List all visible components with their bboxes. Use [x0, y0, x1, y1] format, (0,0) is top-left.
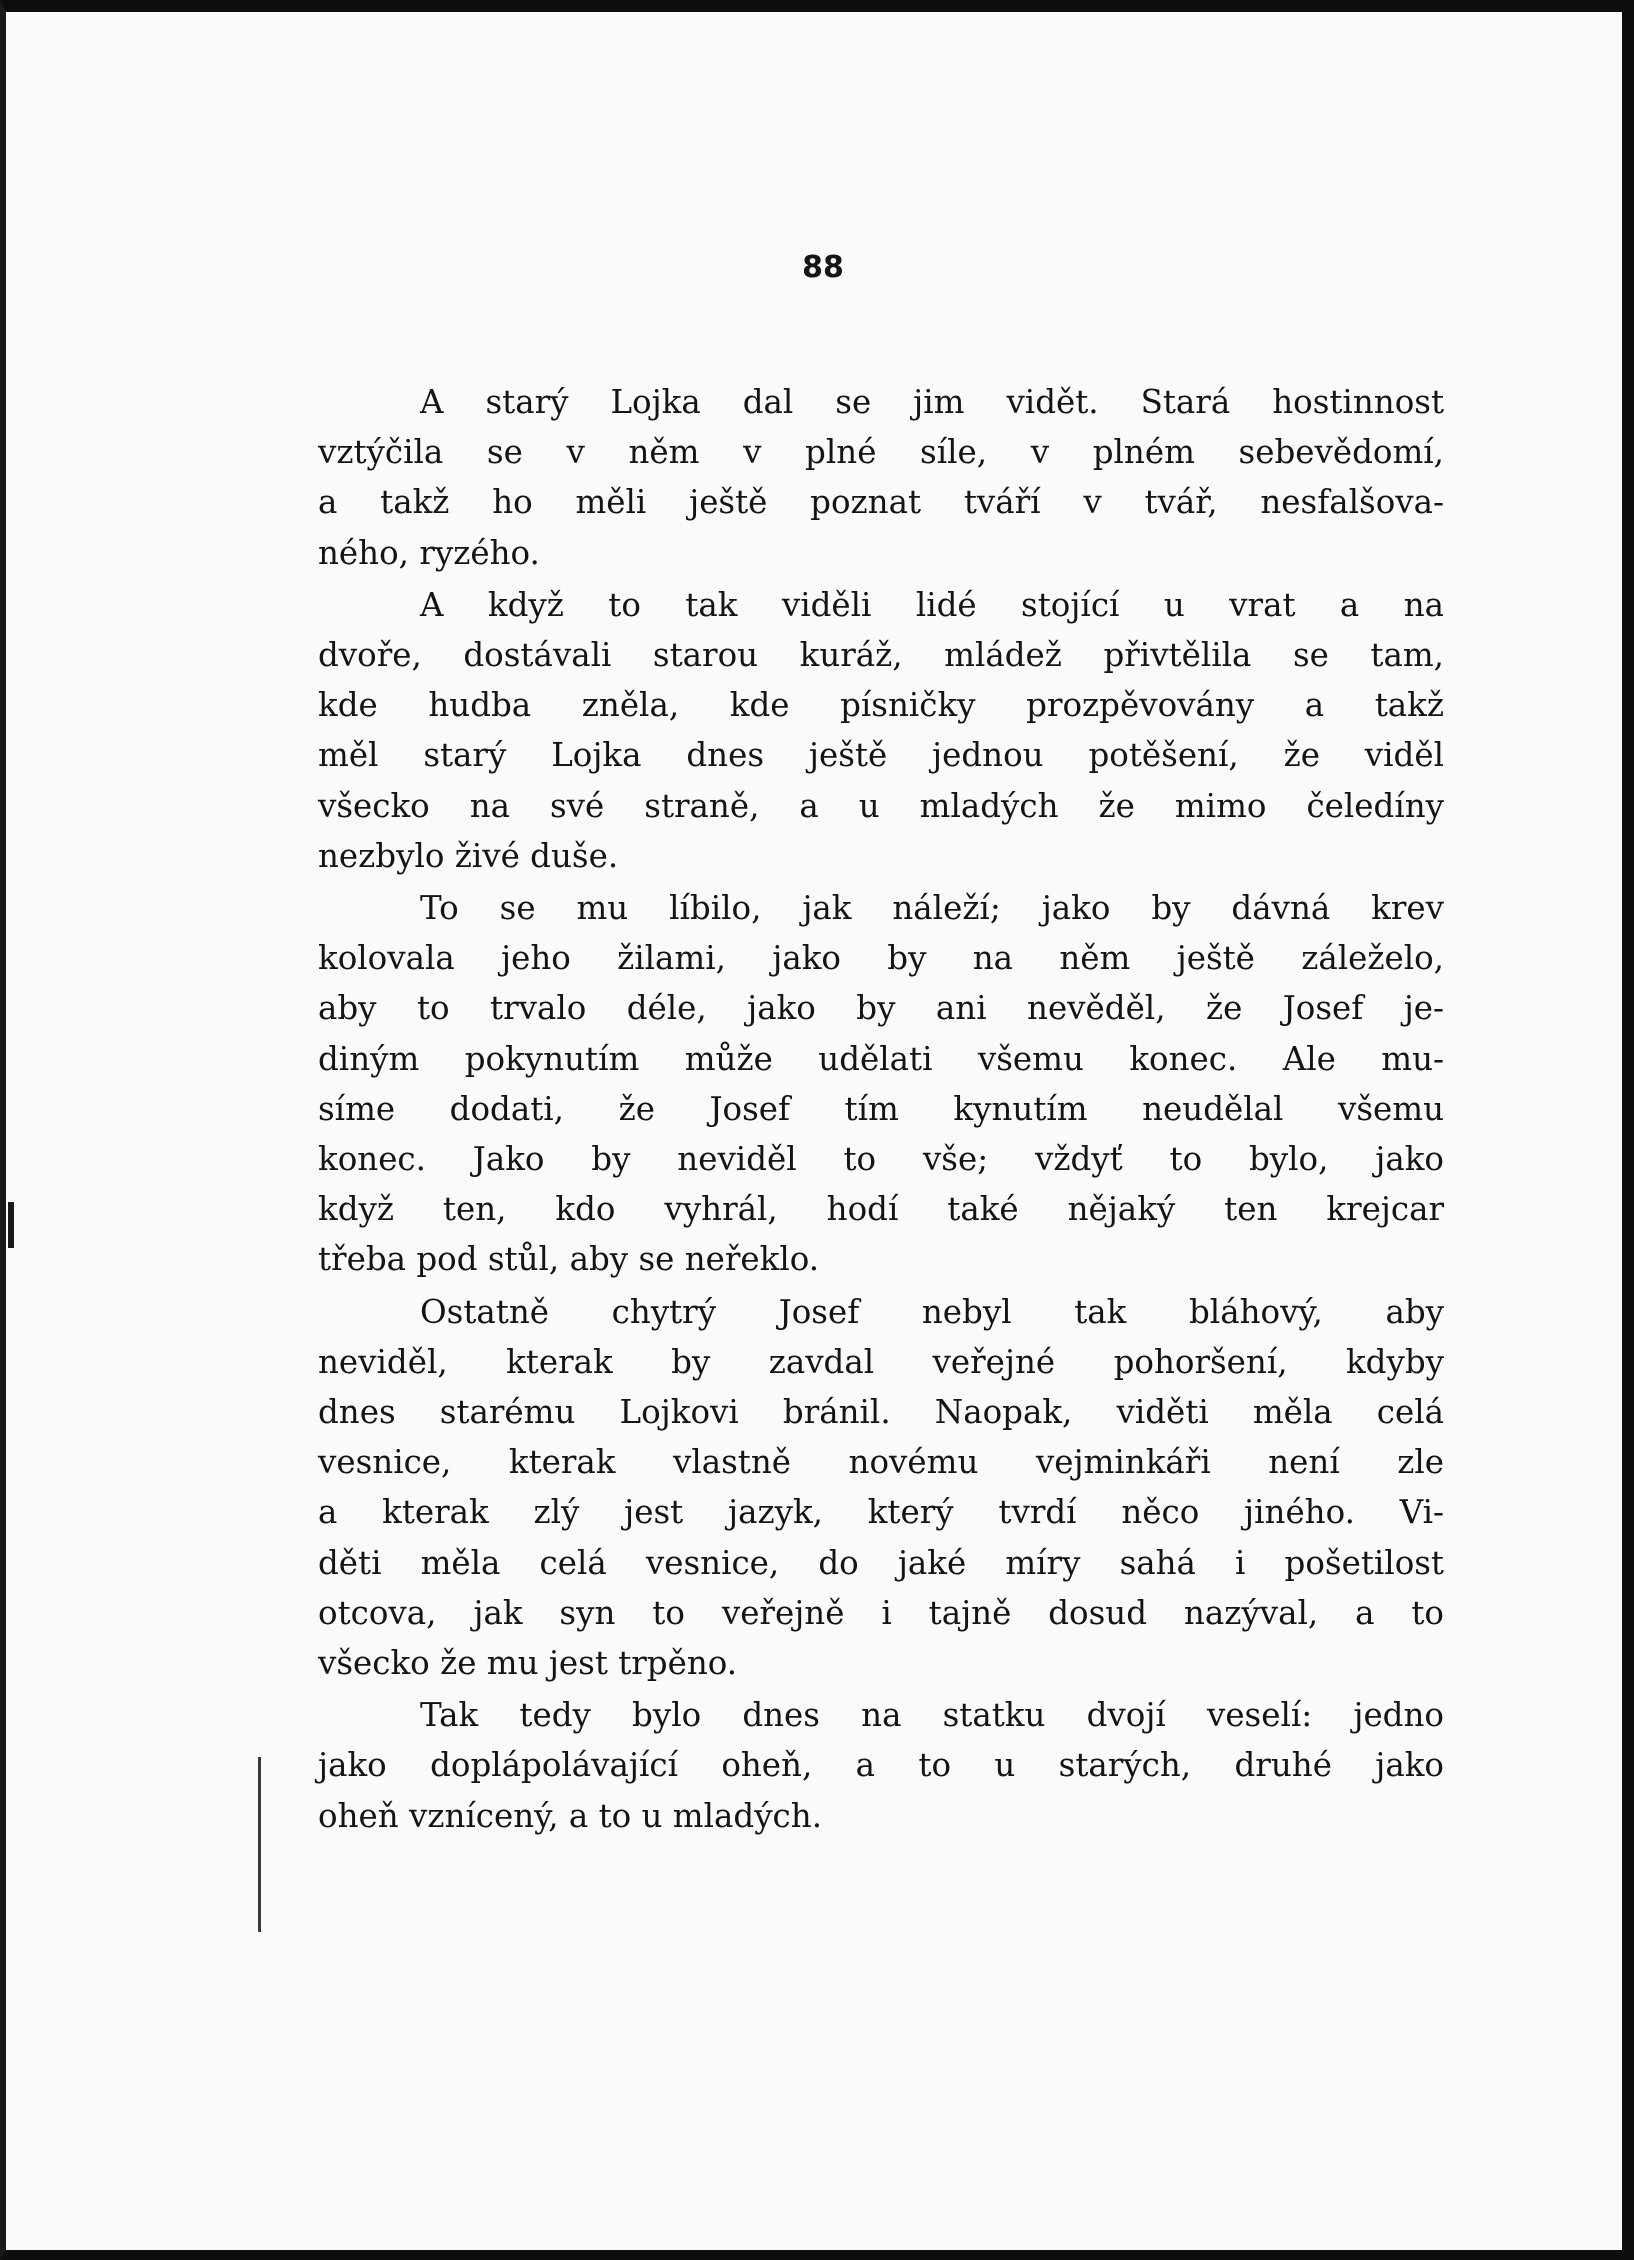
text-line: konec. Jako by neviděl to vše; vždyť to bylo, jako: [318, 1140, 1444, 1179]
text-line: když ten, kdo vyhrál, hodí také nějaký ten krejcar: [318, 1190, 1444, 1229]
text-line: Ostatně chytrý Josef nebyl tak bláhový, aby: [420, 1292, 1444, 1331]
text-line: A starý Lojka dal se jim vidět. Stará hostinnost: [420, 383, 1444, 421]
text-line: a kterak zlý jest jazyk, který tvrdí něco jiného. Vi-: [318, 1493, 1444, 1532]
text-line: děti měla celá vesnice, do jaké míry sahá i pošetilost: [318, 1543, 1444, 1582]
text-line: všecko na své straně, a u mladých že mimo čeledíny: [318, 786, 1444, 825]
text-line: A když to tak viděli lidé stojící u vrat a na: [420, 585, 1444, 624]
text-line: jako doplápolávající oheň, a to u starých, druhé jako: [318, 1746, 1444, 1785]
text-line: měl starý Lojka dnes ještě jednou potěšení, že viděl: [318, 736, 1444, 775]
text-line: otcova, jak syn to veřejně i tajně dosud nazýval, a to: [318, 1593, 1444, 1632]
paragraph: [318, 883, 1444, 1285]
paragraph: [318, 580, 1444, 881]
page-edge-mark: [8, 1202, 14, 1248]
text-line: oheň vznícený, a to u mladých.: [318, 1796, 823, 1835]
text-line: ného, ryzého.: [318, 533, 540, 572]
text-line: nezbylo živé duše.: [318, 836, 619, 875]
page-number: 88: [802, 250, 844, 285]
text-line: Tak tedy bylo dnes na statku dvojí veselí: jedno: [420, 1696, 1444, 1735]
text-line: dnes starému Lojkovi bránil. Naopak, viděti měla celá: [318, 1393, 1444, 1432]
text-line: aby to trvalo déle, jako by ani nevěděl, že Josef je-: [318, 989, 1444, 1028]
text-line: síme dodati, že Josef tím kynutím neudělal všemu: [318, 1089, 1444, 1128]
paragraph: [318, 377, 1444, 578]
margin-line-mark: [258, 1757, 261, 1932]
text-line: a takž ho měli ještě poznat tváří v tvář, nesfalšova-: [318, 483, 1444, 522]
paragraph: [318, 1287, 1444, 1689]
text-line: diným pokynutím může udělati všemu konec. Ale mu-: [318, 1039, 1444, 1078]
text-line: kde hudba zněla, kde písničky prozpěvovány a takž: [318, 686, 1444, 725]
text-line: vztýčila se v něm v plné síle, v plném sebevědomí,: [318, 433, 1444, 472]
paragraph: [318, 1690, 1444, 1841]
text-line: dvoře, dostávali starou kuráž, mládež přivtělila se tam,: [318, 636, 1444, 675]
text-line: vesnice, kterak vlastně novému vejminkáři není zle: [318, 1443, 1444, 1482]
text-line: To se mu líbilo, jak náleží; jako by dávná krev: [420, 889, 1444, 928]
body-text: [318, 377, 1444, 1843]
text-line: všecko že mu jest trpěno.: [318, 1644, 738, 1683]
text-line: kolovala jeho žilami, jako by na něm ještě záleželo,: [318, 939, 1444, 978]
text-line: třeba pod stůl, aby se neřeklo.: [318, 1240, 820, 1279]
text-line: neviděl, kterak by zavdal veřejné pohoršení, kdyby: [318, 1342, 1444, 1381]
